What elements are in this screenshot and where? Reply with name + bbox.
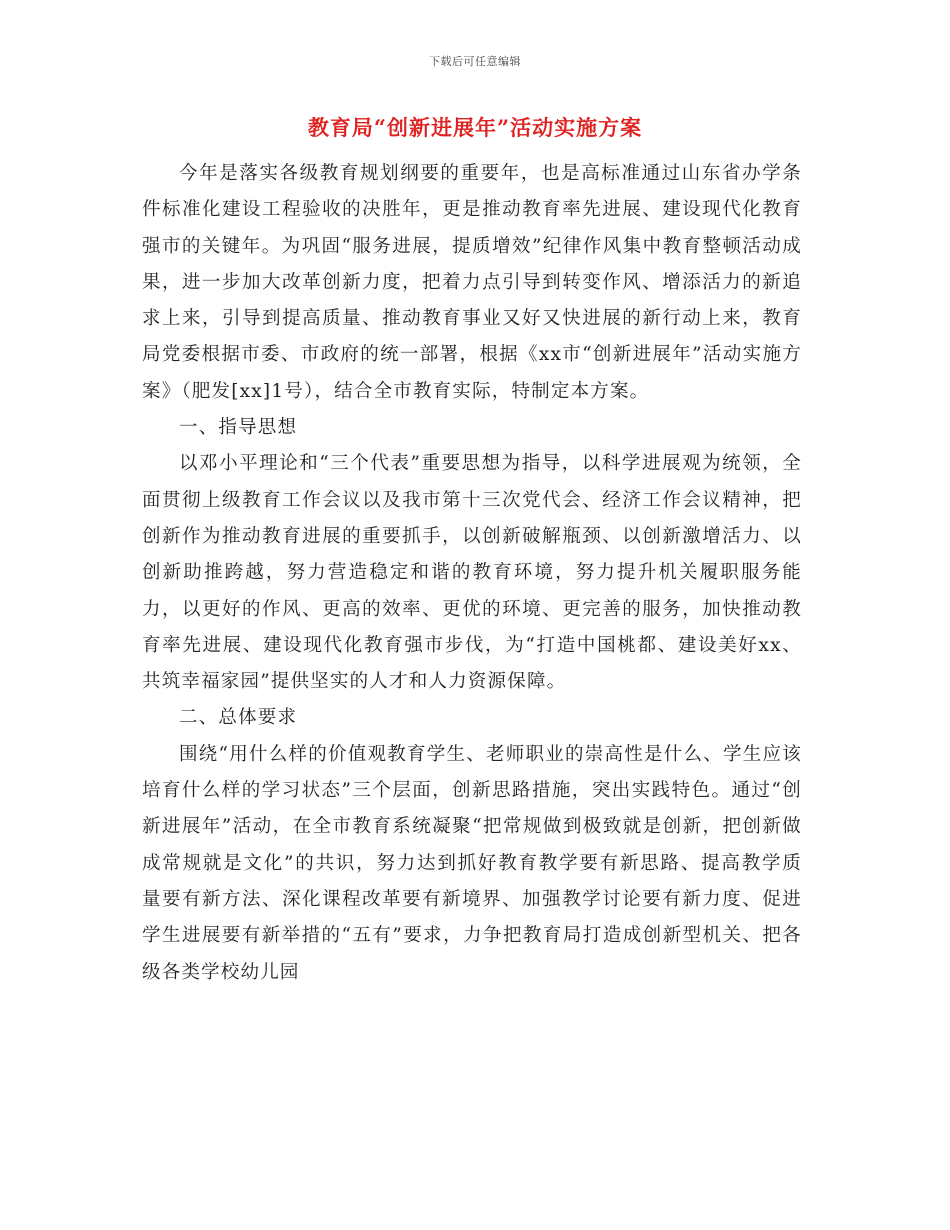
intro-paragraph: 今年是落实各级教育规划纲要的重要年，也是高标准通过山东省办学条件标准化建设工程验收的决胜年，更是推动教育率先进展、建设现代化教育强市的关键年。为巩固“服务进展，提质增效”纪律作风集中教育整顿活动成果，进一步加大改革创新力度，把着力点引导到转变作风、增添活力的新追求上来，引导到提高质量、推动教育事业又好又快进展的新行动上来，教育局党委根据市委、市政府的统一部署，根据《xx市“创新进展年”活动实施方案》（肥发[xx]1号），结合全市教育实际，特制定本方案。 xyxy=(142,163,802,402)
header-note: 下载后可任意编辑 xyxy=(429,55,521,68)
document-title: 教育局“创新进展年”活动实施方案 xyxy=(307,115,643,140)
document-body xyxy=(142,156,802,991)
section-heading-overall-requirements: 二、总体要求 xyxy=(179,707,298,729)
section-paragraph-overall-requirements: 围绕“用什么样的价值观教育学生、老师职业的崇高性是什么、学生应该培育什么样的学习状态”三个层面，创新思路措施，突出实践特色。通过“创新进展年”活动，在全市教育系统凝聚“把常规做到极致就是创新，把创新做成常规就是文化”的共识，努力达到抓好教育教学要有新思路、提高教学质量要有新方法、深化课程改革要有新境界、加强教学讨论要有新力度、促进学生进展要有新举措的“五有”要求，力争把教育局打造成创新型机关、把各级各类学校幼儿园 xyxy=(142,743,802,983)
section-heading-guiding-ideology: 一、指导思想 xyxy=(179,417,298,439)
section-paragraph-guiding-ideology: 以邓小平理论和“三个代表”重要思想为指导，以科学进展观为统领，全面贯彻上级教育工作会议以及我市第十三次党代会、经济工作会议精神，把创新作为推动教育进展的重要抓手，以创新破解瓶颈、以创新激增活力、以创新助推跨越，努力营造稳定和谐的教育环境，努力提升机关履职服务能力，以更好的作风、更高的效率、更优的环境、更完善的服务，加快推动教育率先进展、建设现代化教育强市步伐，为“打造中国桃都、建设美好xx、共筑幸福家园”提供坚实的人才和人力资源保障。 xyxy=(142,453,802,693)
